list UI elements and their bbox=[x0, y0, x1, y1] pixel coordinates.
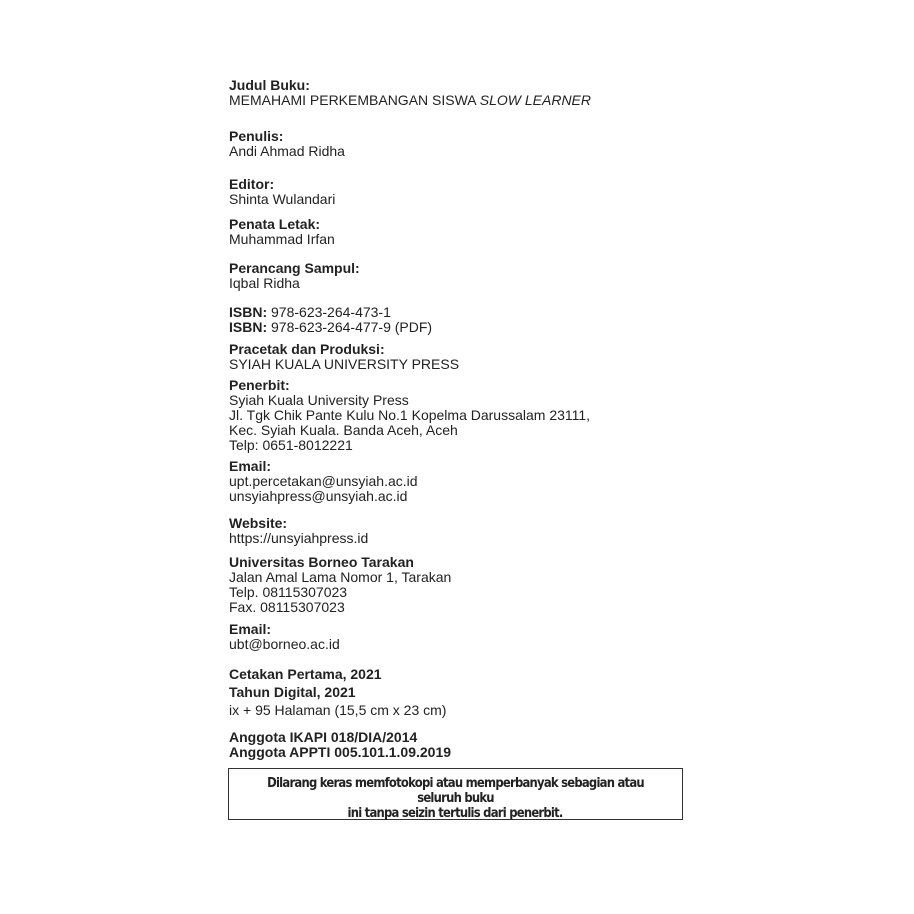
penulis-label: Penulis: bbox=[229, 128, 284, 144]
pracetak-value: SYIAH KUALA UNIVERSITY PRESS bbox=[229, 356, 460, 372]
cetakan-pertama: Cetakan Pertama, 2021 bbox=[229, 666, 382, 682]
email1-line: upt.percetakan@unsyiah.ac.id bbox=[229, 473, 418, 489]
editor-label: Editor: bbox=[229, 176, 275, 192]
pracetak-block bbox=[229, 342, 689, 372]
judul-block bbox=[229, 78, 689, 108]
isbn-line-2 bbox=[229, 320, 689, 335]
isbn-value-1: 978-623-264-473-1 bbox=[267, 304, 391, 320]
pracetak-label: Pracetak dan Produksi: bbox=[229, 341, 385, 357]
penulis-block bbox=[229, 129, 689, 159]
website-label: Website: bbox=[229, 515, 288, 531]
judul-value-main: MEMAHAMI PERKEMBANGAN SISWA bbox=[229, 92, 480, 108]
ubt-line: Fax. 08115307023 bbox=[229, 599, 345, 615]
perancang-block bbox=[229, 261, 689, 291]
isbn-label-1: ISBN: bbox=[229, 304, 268, 320]
ubt-line: Jalan Amal Lama Nomor 1, Tarakan bbox=[229, 569, 452, 585]
isbn-line-1 bbox=[229, 305, 689, 320]
penata-value: Muhammad Irfan bbox=[229, 231, 335, 247]
notice-line-1: Dilarang keras memfotokopi atau memperbanyak sebagian atau seluruh buku bbox=[267, 775, 644, 806]
notice-line-2: ini tanpa seizin tertulis dari penerbit. bbox=[347, 805, 564, 821]
anggota-ikapi: Anggota IKAPI 018/DIA/2014 bbox=[229, 729, 418, 745]
cetakan-block bbox=[229, 667, 689, 718]
isbn-label-2: ISBN: bbox=[229, 319, 268, 335]
judul-label: Judul Buku: bbox=[229, 77, 310, 93]
editor-value: Shinta Wulandari bbox=[229, 191, 336, 207]
penerbit-line: Jl. Tgk Chik Pante Kulu No.1 Kopelma Darussalam 23111, bbox=[229, 407, 591, 423]
penerbit-label: Penerbit: bbox=[229, 377, 290, 393]
email2-label: Email: bbox=[229, 621, 272, 637]
penerbit-line: Telp: 0651-8012221 bbox=[229, 437, 353, 453]
email2-block bbox=[229, 622, 689, 652]
isbn-block bbox=[229, 305, 689, 335]
isbn-value-2: 978-623-264-477-9 (PDF) bbox=[267, 319, 433, 335]
tahun-digital: Tahun Digital, 2021 bbox=[229, 684, 356, 700]
halaman-info: ix + 95 Halaman (15,5 cm x 23 cm) bbox=[229, 702, 447, 718]
website-block bbox=[229, 516, 689, 546]
penerbit-line: Kec. Syiah Kuala. Banda Aceh, Aceh bbox=[229, 422, 458, 438]
perancang-label: Perancang Sampul: bbox=[229, 260, 360, 276]
ubt-label: Universitas Borneo Tarakan bbox=[229, 554, 414, 570]
penerbit-line: Syiah Kuala University Press bbox=[229, 392, 409, 408]
penata-block bbox=[229, 217, 689, 247]
email1-label: Email: bbox=[229, 458, 272, 474]
ubt-line: Telp. 08115307023 bbox=[229, 584, 348, 600]
copyright-page bbox=[229, 78, 689, 760]
penerbit-block bbox=[229, 378, 689, 453]
email2-value: ubt@borneo.ac.id bbox=[229, 636, 340, 652]
email1-line: unsyiahpress@unsyiah.ac.id bbox=[229, 488, 408, 504]
anggota-block bbox=[229, 730, 689, 760]
copyright-notice-box bbox=[228, 768, 683, 820]
ubt-block bbox=[229, 555, 689, 615]
judul-value-italic: SLOW LEARNER bbox=[479, 92, 591, 108]
editor-block bbox=[229, 177, 689, 207]
penata-label: Penata Letak: bbox=[229, 216, 321, 232]
anggota-appti: Anggota APPTI 005.101.1.09.2019 bbox=[229, 744, 452, 760]
email1-block bbox=[229, 459, 689, 504]
penulis-value: Andi Ahmad Ridha bbox=[229, 143, 345, 159]
website-value: https://unsyiahpress.id bbox=[229, 530, 369, 546]
perancang-value: Iqbal Ridha bbox=[229, 275, 300, 291]
judul-value bbox=[229, 93, 689, 108]
